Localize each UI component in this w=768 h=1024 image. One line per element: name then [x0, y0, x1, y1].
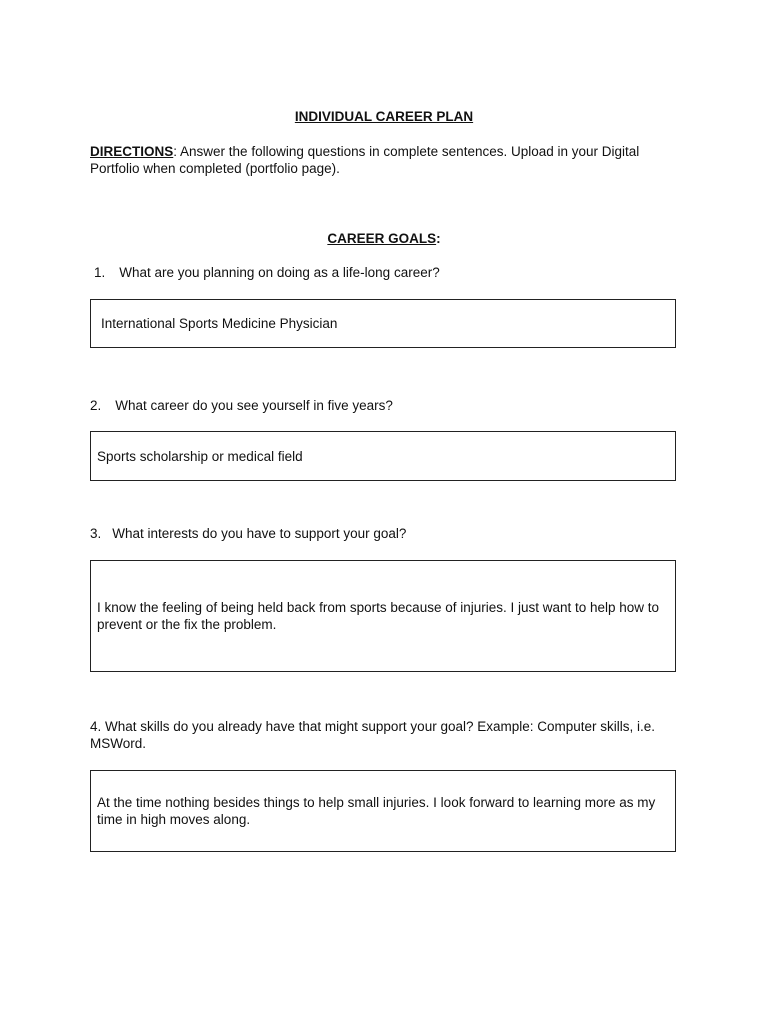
question-text: What career do you see yourself in five years?: [115, 398, 393, 413]
question-4: [90, 718, 680, 752]
answer-box-3[interactable]: [90, 560, 676, 672]
answer-text: I know the feeling of being held back from sports because of injuries. I just want to help how to prevent or the fix the problem.: [97, 600, 660, 632]
answer-text: At the time nothing besides things to help small injuries. I look forward to learning more as my time in high moves along.: [97, 795, 656, 827]
section-heading-text: CAREER GOALS: [327, 231, 437, 246]
question-text: What interests do you have to support your goal?: [112, 526, 407, 541]
question-text: What skills do you already have that might support your goal? Example: Computer skills, i.e. MSWord.: [90, 719, 656, 751]
question-3: [90, 525, 680, 542]
question-2: [90, 397, 680, 414]
section-heading-colon: :: [436, 231, 441, 246]
directions-colon: :: [173, 144, 178, 159]
question-number: 1.: [94, 265, 106, 280]
question-number: 4.: [90, 719, 102, 734]
question-number: 2.: [90, 398, 102, 413]
document-title: INDIVIDUAL CAREER PLAN: [294, 109, 474, 124]
answer-box-4[interactable]: [90, 770, 676, 852]
question-text: What are you planning on doing as a life-long career?: [119, 265, 440, 280]
answer-text: International Sports Medicine Physician: [101, 316, 338, 331]
directions-text: Answer the following questions in complete sentences. Upload in your Digital Portfolio when completed (portfolio page).: [90, 144, 640, 176]
answer-box-2[interactable]: [90, 431, 676, 481]
question-number: 3.: [90, 526, 102, 541]
question-1: [94, 264, 684, 281]
section-heading-career-goals: [0, 230, 768, 247]
directions-label: DIRECTIONS: [90, 144, 174, 159]
answer-box-1[interactable]: [90, 299, 676, 348]
directions-paragraph: [90, 143, 680, 177]
answer-text: Sports scholarship or medical field: [97, 448, 303, 464]
